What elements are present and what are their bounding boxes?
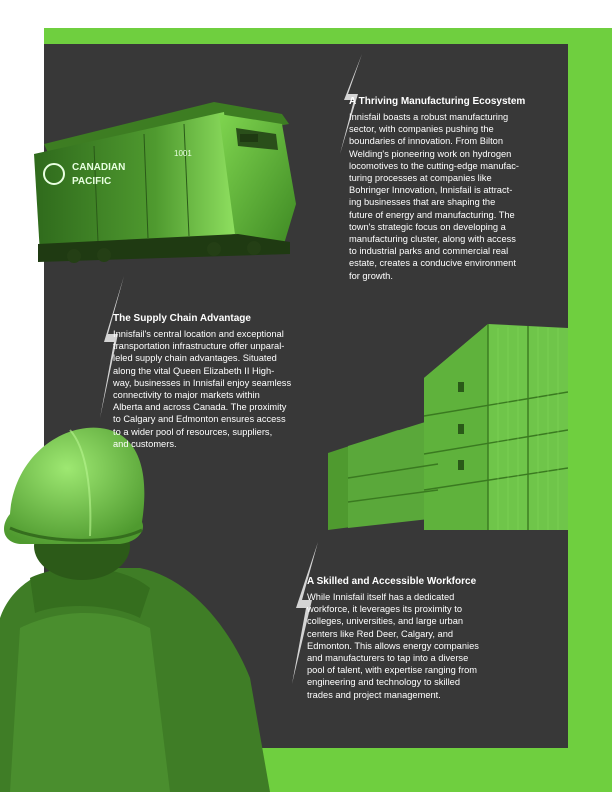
train-logo-line2: PACIFIC (72, 176, 112, 187)
body-line: sector, with companies pushing the (349, 124, 494, 135)
body-line: boundaries of innovation. From Bilton (349, 136, 504, 147)
body-line: Innisfail's central location and exceptional (113, 329, 284, 339)
section-body (349, 111, 574, 282)
body-line: leled supply chain advantages. Situated (113, 353, 277, 364)
body-line: Welding's pioneering work on hydrogen (349, 148, 512, 159)
body-line: to Calgary and Edmonton ensures access (113, 414, 286, 425)
section-body (113, 328, 328, 450)
body-line: estate, creates a conducive environment (349, 258, 516, 269)
section-supply-chain (113, 313, 328, 450)
section-title: A Skilled and Accessible Workforce (307, 576, 477, 587)
body-line: town's strategic focus on developing a (349, 221, 506, 232)
body-line: along the vital Queen Elizabeth II High- (113, 365, 275, 376)
body-line: locomotives to the cutting-edge manufac- (349, 160, 520, 171)
body-line: transportation infrastructure offer unparal- (113, 341, 285, 352)
body-line: centers like Red Deer, Calgary, and (307, 628, 454, 639)
body-line: While Innisfail itself has a dedicated (307, 592, 455, 602)
body-line: trades and project management. (307, 689, 441, 700)
body-line: Bohringer Innovation, Innisfail is attract- (349, 185, 513, 196)
body-line: and customers. (113, 438, 177, 449)
body-line: Innisfail boasts a robust manufacturing (349, 112, 509, 122)
body-line: to a wider pool of resources, suppliers, (113, 426, 273, 437)
body-line: future of energy and manufacturing. The (349, 209, 515, 220)
top-margin (44, 0, 612, 28)
body-line: workforce, it leverages its proximity to (307, 604, 462, 615)
body-line: Edmonton. This allows energy companies (307, 640, 479, 651)
section-manufacturing (349, 96, 574, 282)
train-number: 1001 (174, 149, 192, 158)
body-line: colleges, universities, and large urban (307, 616, 464, 627)
body-line: Alberta and across Canada. The proximity (113, 402, 287, 413)
body-line: manufacturing cluster, along with access (349, 234, 516, 245)
body-line: for growth. (349, 270, 393, 281)
body-line: way, businesses in Innisfail enjoy seamless (113, 377, 292, 388)
train-logo-line1: CANADIAN (72, 162, 126, 173)
shipping-containers-photo (328, 318, 568, 532)
body-line: ing businesses that are shaping the (349, 197, 496, 208)
section-title: The Supply Chain Advantage (113, 313, 251, 324)
section-workforce (307, 576, 522, 701)
locomotive-photo (14, 84, 314, 264)
section-body (307, 591, 522, 701)
worker-hardhat-photo (0, 418, 290, 792)
section-title: A Thriving Manufacturing Ecosystem (349, 96, 526, 107)
body-line: turing processes at companies like (349, 173, 492, 184)
body-line: and manufacturers to tap into a diverse (307, 653, 469, 664)
body-line: connectivity to major markets within (113, 390, 260, 401)
body-line: pool of talent, with expertise ranging from (307, 665, 478, 676)
body-line: to industrial parks and commercial real (349, 246, 509, 257)
body-line: engineering and technology to skilled (307, 677, 460, 688)
